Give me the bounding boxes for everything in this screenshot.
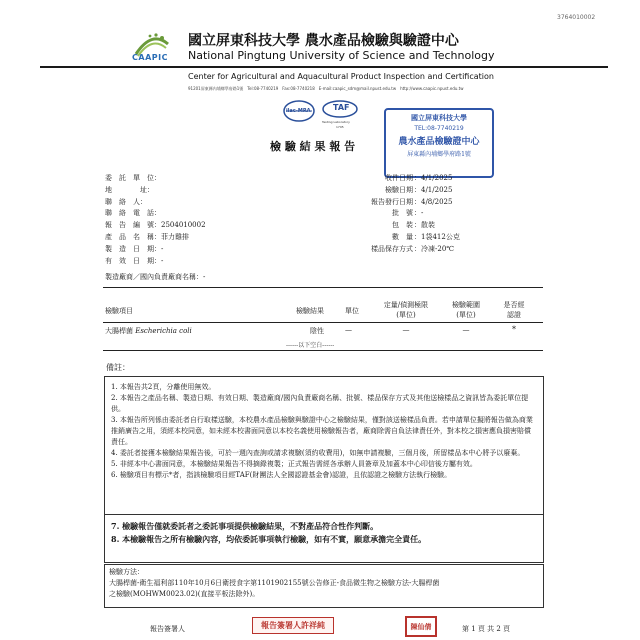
stamp-line-2: TEL:08-7740219 [414, 125, 464, 132]
th-cert: 是否經 認證 [503, 301, 525, 319]
field-manufacturer: 製造廠商／國內負責廠商名稱：- [105, 273, 206, 281]
signer-seal: 報告簽署人許祥純 [252, 617, 334, 634]
right-field-values [414, 173, 460, 256]
taf-number: 1795 [336, 125, 344, 129]
method-line-1: 大腸桿菌-衛生福利部110年10月6日衛授食字第1101902155號公告修正-食品微生物之檢驗方法-大腸桿菌 [109, 579, 440, 587]
field-product-name: 產 品 名 稱：菲力雞排 [105, 232, 189, 241]
field-client: 委 託 單 位： [105, 174, 161, 182]
method-box [104, 564, 544, 608]
signer-label: 報告簽署人 [150, 625, 185, 633]
center-stamp [384, 108, 494, 178]
taf-text: TAF [333, 103, 350, 112]
serial-number: 3764010002 [557, 14, 596, 21]
row-loq: — [402, 326, 410, 334]
stamp-line-1: 國立屏東科技大學 [411, 113, 467, 122]
field-mfg-date: 製 造 日 期：- [105, 244, 164, 253]
notes-list [111, 382, 536, 481]
rvalue-quantity: ：1袋412公克 [414, 232, 460, 241]
disclaimer-list [111, 520, 536, 546]
ilac-mra-icon [282, 99, 316, 123]
row-result: 陰性 [310, 327, 324, 335]
logo-text: CAAPIC [132, 53, 168, 62]
rlabel-issued: 報告發行日期 [371, 197, 413, 206]
th-range: 檢驗範圍 (單位) [452, 301, 480, 319]
rvalue-package: ：散裝 [414, 221, 435, 230]
th-result: 檢驗結果 [296, 307, 324, 315]
address-line: 91201屏東縣內埔鄉學府路1號 Tel:08-7740219 Fax:08-7740218 E-mail:caapic_sdm@mail.npust.edu.tw http://www.caapic.npust.edu.tw [188, 86, 464, 91]
row-range: — [462, 326, 470, 334]
rlabel-package: 包 裝 [392, 221, 413, 230]
note-7: 7. 檢驗報告僅就委託者之委託事項提供檢驗結果，不對產品符合性作判斷。 [111, 521, 379, 531]
rlabel-quantity: 數 量 [392, 232, 413, 241]
stamp-line-3: 農水產品檢驗證中心 [398, 137, 480, 147]
method-line-2: 之檢驗(MOHWM0023.02)(直接平板法除外)。 [109, 590, 260, 598]
rvalue-received: ：4/1/2025 [414, 174, 453, 182]
field-address: 地 址： [105, 185, 154, 194]
page-number: 第 1 頁 共 2 頁 [462, 625, 511, 633]
rlabel-tested: 檢驗日期 [385, 185, 413, 194]
fields-divider [103, 287, 543, 288]
notes-title: 備註： [106, 363, 130, 372]
th-item: 檢驗項目 [105, 307, 133, 315]
rvalue-issued: ：4/8/2025 [414, 197, 453, 206]
taf-icon [320, 99, 360, 129]
note-3: 3. 本報告所列係由委託者自行取樣送驗，本校農水產品檢驗與驗證中心之檢驗結果，僅對該送檢樣品負責。若申請單位擬將報告做為商業推銷廣告之用，須經本校同意，如未經本校書面同意以本校名義使用檢驗報告者，廠商除需自負法律責任外，對本校之損害應負損害賠償責任。 [111, 416, 533, 446]
method-text [109, 567, 439, 600]
inspector-chop: 陳仙倩 [405, 616, 437, 637]
stamp-line-4: 屏東縣內埔鄉學府路1號 [407, 151, 471, 158]
right-field-labels [363, 173, 413, 256]
rlabel-received: 收件日期 [385, 174, 413, 182]
rlabel-batch: 批 號 [392, 209, 413, 218]
blank-note: ------以下空白------ [286, 342, 335, 349]
note-2: 2. 本報告之產品名稱、製造日期、有效日期、製造廠商/國內負責廠商名稱、批號、樣品保存方式及其他送檢樣品之資訊皆為委託單位提供。 [111, 394, 529, 413]
note-5: 5. 非經本中心書面同意，本檢驗結果報告不得摘錄複製；正式報告需經各承辦人員簽章及加蓋本中心印信後方屬有效。 [111, 460, 477, 468]
note-6: 6. 檢驗項目有標示*者，指該檢驗項目經TAF(財團法人全國認證基金會)認證，且依認證之檢驗方法執行檢驗。 [111, 471, 452, 479]
th-loq: 定量/偵測極限 (單位) [383, 301, 429, 319]
table-bottom-divider [103, 350, 543, 351]
disclaimer-box [104, 514, 544, 563]
row-unit: — [345, 326, 352, 334]
field-contact: 聯 絡 人： [105, 197, 147, 206]
row-cert: * [512, 325, 516, 334]
row-item-latin: Escherichia coli [135, 327, 192, 335]
ilac-mra-text: ilac-MRA [286, 108, 311, 114]
title-zh: 國立屏東科技大學 農水產品檢驗與驗證中心 [188, 33, 459, 49]
rvalue-storage: ：冷凍-20℃ [414, 244, 455, 253]
note-4: 4. 委託者接獲本檢驗結果報告後，可於一週內查詢或請求複驗(須約收費用)，如無申請複驗，三個月後，所留樣品本中心將予以廢棄。 [111, 449, 525, 457]
row-item: 大腸桿菌 Escherichia coli [105, 327, 192, 335]
caapic-logo [132, 28, 172, 68]
header-rule [40, 66, 608, 68]
rlabel-storage: 樣品保存方式 [371, 244, 413, 253]
note-1: 1. 本報告共2頁，分離使用無效。 [111, 383, 216, 391]
notes-box [104, 376, 544, 515]
taf-sub: Testing Laboratory [322, 120, 350, 124]
table-header-divider [103, 322, 543, 323]
method-title: 檢驗方法： [109, 568, 144, 576]
field-report-no: 報 告 編 號：2504010002 [105, 221, 206, 230]
subtitle-en: Center for Agricultural and Aquacultural Product Inspection and Certification [188, 72, 494, 81]
rvalue-batch: ：- [414, 209, 424, 218]
th-unit: 單位 [345, 307, 359, 315]
left-field-list [105, 173, 206, 267]
rvalue-tested: ：4/1/2025 [414, 185, 453, 194]
field-phone: 聯 絡 電 話： [105, 209, 161, 218]
title-en: National Pingtung University of Science and Technology [188, 49, 495, 62]
report-title: 檢 驗 結 果 報 告 [270, 140, 356, 153]
note-8: 8. 本檢驗報告之所有檢驗內容，均依委託事項執行檢驗，如有不實，願意承擔完全責任。 [111, 534, 427, 544]
field-exp-date: 有 效 日 期：- [105, 256, 164, 265]
